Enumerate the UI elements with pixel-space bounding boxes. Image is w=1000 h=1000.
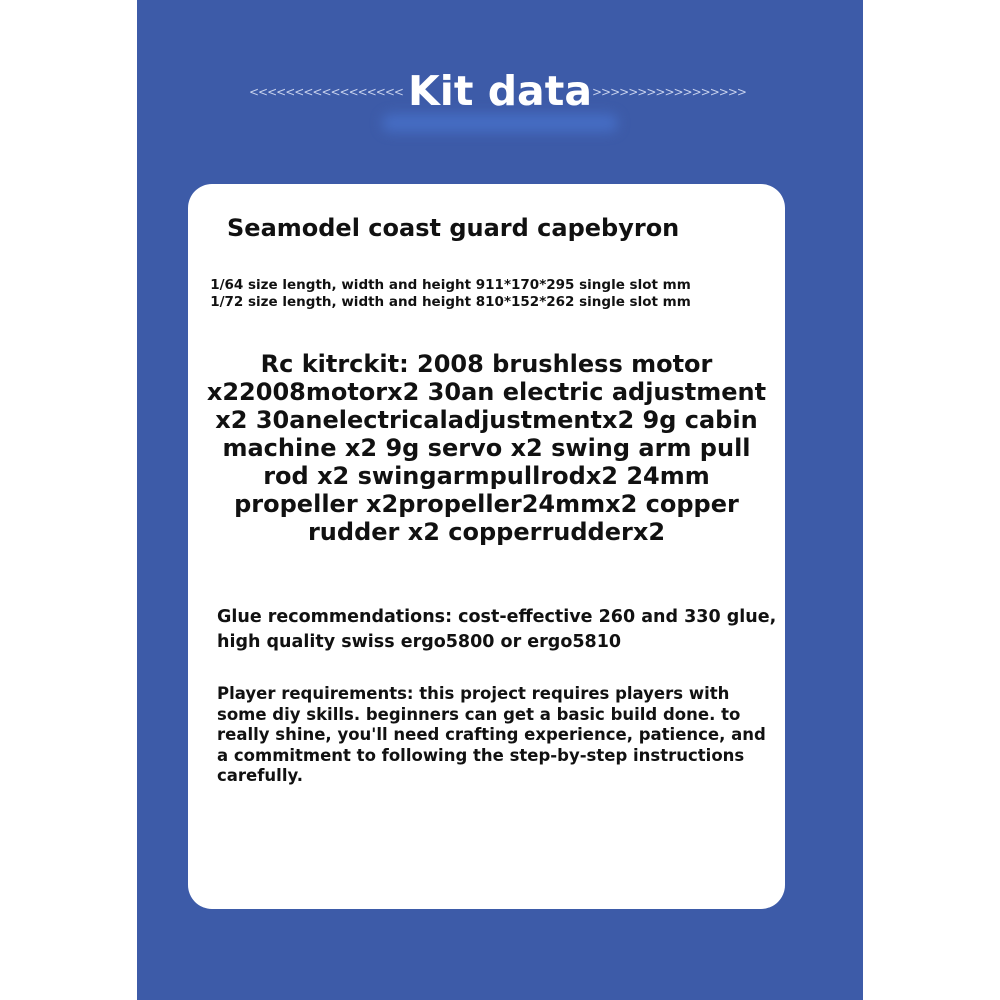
right-chevrons-decoration: >>>>>>>>>>>>>>>>> bbox=[592, 85, 746, 99]
product-title: Seamodel coast guard capebyron bbox=[227, 214, 680, 242]
title-underline-glow bbox=[382, 114, 618, 132]
blue-background-panel bbox=[137, 0, 863, 1000]
page-title: Kit data bbox=[408, 67, 592, 115]
left-chevrons-decoration: <<<<<<<<<<<<<<<<< bbox=[249, 85, 403, 99]
size-info: 1/64 size length, width and height 911*170*295 single slot mm 1/72 size length, width and height 810*152*262 single slot mm bbox=[210, 277, 691, 310]
player-requirements: Player requirements: this project requires players with some diy skills. beginners can get a basic build done. to really shine, you'll need crafting experience, patience, and a commitment to following the step-by-step instructions carefully. bbox=[217, 684, 766, 785]
glue-recommendations: Glue recommendations: cost-effective 260 and 330 glue, high quality swiss ergo5800 or ergo5810 bbox=[217, 607, 777, 652]
kit-data-card bbox=[188, 184, 785, 909]
rc-kit-contents: Rc kitrckit: 2008 brushless motor x22008motorx2 30an electric adjustment x2 30anelectricaladjustmentx2 9g cabin machine x2 9g servo x2 swing arm pull rod x2 swingarmpullrodx2 24mm propeller x2propeller24mmx2 copper rudder x2 copperrudderx2 bbox=[206, 350, 767, 546]
